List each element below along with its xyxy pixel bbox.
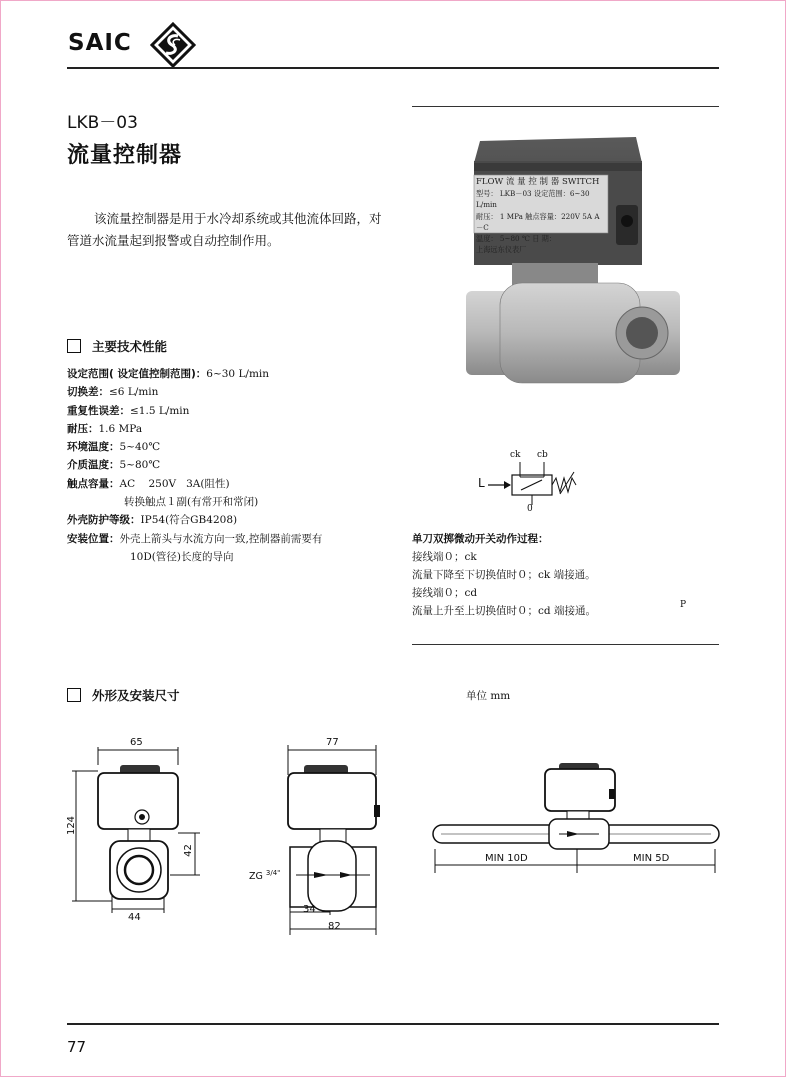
dim-side-base: 44 (128, 912, 141, 923)
dimensions-heading-label: 外形及安装尺寸 (92, 688, 180, 703)
spec-install-cont: 10D(管径)长度的导向 (130, 550, 234, 563)
spec-label: 外壳防护等级： (67, 514, 141, 527)
switch-line: 流量上升至上切换值时０；cd 端接通。 (412, 605, 596, 617)
switch-heading: 单刀双掷微动开关动作过程： (412, 533, 549, 545)
brand-name: SAIC (68, 30, 132, 56)
spec-row (67, 475, 397, 493)
spec-row (67, 511, 397, 529)
spec-row (67, 383, 397, 401)
spec-value: ≤6 L/min (109, 386, 159, 399)
specs-list (67, 365, 397, 566)
spec-contact-note: 转换触点１副(有常开和常闭) (124, 496, 259, 509)
nameplate-line-2: 型号： LKB－03 设定范围：6~30 L/min (476, 189, 590, 210)
product-photo (466, 133, 680, 391)
switch-line: 接线端０；cd (412, 587, 478, 599)
schematic-zero-label: 0 (527, 504, 533, 514)
spec-row (67, 456, 397, 474)
page-number: 77 (67, 1038, 87, 1056)
spec-label: 介质温度： (67, 459, 120, 472)
nameplate-line-5: 上海远东仪表厂 (476, 245, 527, 255)
installation-drawing (425, 755, 725, 885)
switch-description (412, 530, 596, 620)
schematic-ck-label: ck (510, 450, 521, 460)
dim-min-before: MIN 10D (485, 853, 528, 864)
checkbox-icon (67, 688, 81, 702)
nameplate-line-1: FLOW 流 量 控 制 器 SWITCH (476, 177, 600, 187)
spec-label: 环境温度： (67, 441, 120, 454)
nameplate-line-4: 温度： 5~80 ℃ 日 期： (476, 234, 557, 244)
intro-paragraph: 该流量控制器是用于水冷却系统或其他流体回路，对管道水流量起到报警或自动控制作用。 (67, 211, 382, 248)
spec-value: 5~40℃ (119, 441, 161, 454)
spec-row (67, 402, 397, 420)
spec-value: 外壳上箭头与水流方向一致,控制器前需要有 (119, 532, 323, 545)
spec-row (67, 438, 397, 456)
spec-value: 6~30 L/min (206, 368, 270, 380)
thread-label (249, 869, 280, 882)
dim-side-offset: 42 (182, 844, 194, 857)
dim-side-height: 124 (66, 815, 78, 836)
spec-row (67, 420, 397, 438)
specs-heading (67, 337, 167, 355)
right-mid-rule (412, 644, 719, 645)
spec-label: 触点容量： (67, 477, 120, 490)
spec-value: 1.6 MPa (98, 422, 143, 435)
thread-fraction: 3/4" (265, 869, 281, 877)
product-name: 流量控制器 (67, 143, 183, 168)
spec-label: 设定范围( 设定值控制范围)： (67, 368, 207, 380)
spec-label: 重复性误差： (67, 404, 130, 417)
dimensions-heading (67, 686, 180, 704)
dim-min-after: MIN 5D (633, 853, 670, 864)
schematic-cb-label: cb (537, 450, 548, 460)
spec-value: ≤1.5 L/min (130, 404, 190, 417)
spec-value: 5~80℃ (119, 459, 161, 472)
spec-label: 切换差： (67, 386, 109, 399)
right-top-rule (412, 106, 719, 107)
dim-front-inner: 34 (303, 904, 316, 915)
schematic-l-label: L (478, 476, 485, 490)
p-mark: P (680, 600, 687, 610)
side-view-drawing (60, 735, 210, 935)
dim-front-width: 77 (326, 737, 339, 748)
saic-logo-icon (150, 22, 196, 68)
switch-line: 接线端０；ck (412, 551, 477, 563)
product-model: LKB－03 (67, 113, 138, 133)
spec-label: 耐压： (67, 422, 99, 435)
checkbox-icon (67, 339, 81, 353)
unit-label: 单位 mm (466, 690, 511, 702)
specs-heading-label: 主要技术性能 (92, 339, 168, 354)
spec-row (67, 530, 397, 548)
dim-front-total: 82 (328, 921, 341, 932)
nameplate-text (476, 177, 606, 255)
nameplate-line-3: 耐压： 1 MPa 触点容量：220V 5A A－C (476, 211, 600, 232)
switch-line: 流量下降至下切换值时０；ck 端接通。 (412, 569, 596, 581)
spec-label: 安装位置： (67, 532, 120, 545)
spec-value: IP54(符合GB4208) (140, 514, 238, 527)
thread-prefix: ZG (249, 871, 263, 883)
spec-value: AC 250V 3A(阻性) (119, 477, 230, 490)
switch-schematic-diagram (474, 450, 584, 512)
footer-rule (67, 1023, 719, 1025)
spec-row (67, 365, 397, 383)
dim-side-width: 65 (130, 737, 143, 748)
header-rule (67, 67, 719, 69)
